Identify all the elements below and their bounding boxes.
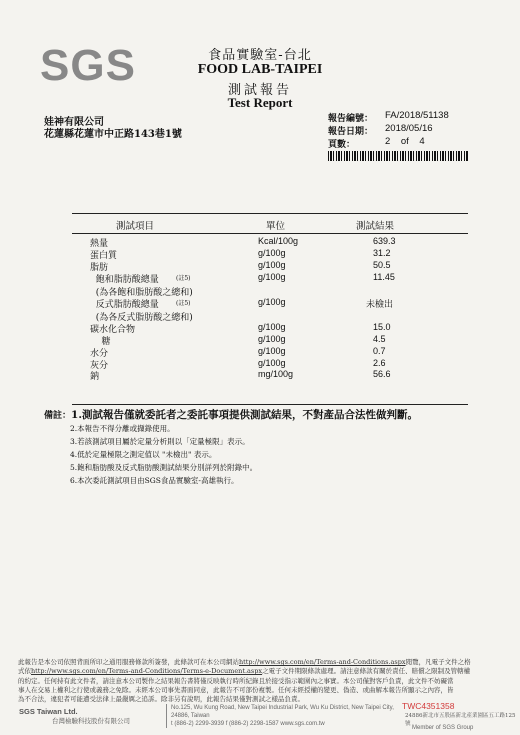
terms-text: 閱覽，凡電子文件之格 xyxy=(405,658,471,666)
report-title-zh: 測試報告 xyxy=(227,83,292,98)
table-row xyxy=(90,297,450,308)
row-item: (為各反式脂肪酸之總和) xyxy=(90,313,193,323)
report-title-en: Test Report xyxy=(227,95,293,110)
table-row xyxy=(90,369,450,380)
table-top-rule xyxy=(72,213,468,214)
note-item: 2.本報告不得分離或擷錄使用。 xyxy=(70,424,175,433)
page-number: 2 of 4 xyxy=(385,136,425,147)
row-unit: g/100g xyxy=(258,260,286,270)
row-result: 50.5 xyxy=(373,260,391,270)
col-header-result: 測試結果 xyxy=(356,221,395,232)
note-item: 4.低於定量極限之測定值以 "未檢出" 表示。 xyxy=(70,450,217,459)
terms-text: 事人在交易上權利之行使或義務之免除。未經本公司事先書面同意，此報告不可部份複製。任何未經授權的變更、偽造、或曲解本報告所顯示之內容，皆 xyxy=(18,685,454,694)
row-unit: g/100g xyxy=(258,272,286,282)
address-zh: 24886新北市五股區新北產業園區五工路125號 xyxy=(405,713,516,727)
terms-text: 式依 xyxy=(18,667,31,676)
row-unit: Kcal/100g xyxy=(258,236,299,246)
table-row xyxy=(90,310,450,321)
table-bottom-rule xyxy=(72,404,468,405)
terms-text: 為不合法，違犯者可能遭受法律上最嚴厲之追訴。除非另有說明，此報告結果僅對測試之樣品負責。 xyxy=(18,695,304,704)
notes-first-text: 1.測試報告僅就委託者之委託事項提供測試結果，不對產品合法性做判斷。 xyxy=(71,409,418,421)
terms-text: 之電子文件期限條款處理。請注意條款有關於責任、賠償之限制及管轄權 xyxy=(262,667,471,676)
row-item: 蛋白質 xyxy=(90,251,118,261)
col-header-item: 測試項目 xyxy=(116,221,155,232)
row-item: 碳水化合物 xyxy=(90,325,136,335)
client-name: 娃神有限公司 xyxy=(44,117,104,128)
row-item: 糖 xyxy=(90,337,111,347)
row-item: 水分 xyxy=(90,349,109,359)
row-item: 熱量 xyxy=(90,239,109,249)
col-header-unit: 單位 xyxy=(266,221,286,232)
table-row xyxy=(90,285,450,296)
note-item: 5.飽和脂肪酸及反式脂肪酸測試結果分別詳列於附錄中。 xyxy=(70,463,258,472)
row-item: 脂肪 xyxy=(90,263,109,273)
table-row xyxy=(90,346,450,357)
company-address xyxy=(166,704,406,728)
row-item: 飽和脂肪酸總量 xyxy=(90,275,159,285)
table-row xyxy=(90,334,450,345)
page-label: 頁數： xyxy=(328,140,356,150)
company-name-zh: 台灣檢驗科技股份有限公司 xyxy=(52,717,130,725)
terms-e-document-link[interactable]: http://www.sgs.com/en/Terms-and-Conditions/Terms-e-Document.aspx xyxy=(31,667,263,676)
table-row xyxy=(90,236,450,247)
row-unit: g/100g xyxy=(258,322,286,332)
row-footnote-ref: (註5) xyxy=(176,275,191,282)
company-name-en: SGS Taiwan Ltd. xyxy=(19,707,78,716)
table-row xyxy=(90,272,450,283)
row-result: 0.7 xyxy=(373,346,386,356)
row-result: 639.3 xyxy=(373,236,396,246)
table-row xyxy=(90,358,450,369)
row-unit: g/100g xyxy=(258,346,286,356)
row-result: 11.45 xyxy=(373,272,395,282)
group-membership: Member of SGS Group xyxy=(412,725,474,731)
row-unit: g/100g xyxy=(258,334,286,344)
row-unit: mg/100g xyxy=(258,369,294,379)
terms-link[interactable]: http://www.sgs.com/en/Terms-and-Conditions.aspx xyxy=(239,658,406,666)
note-item: 3.若該測試項目屬於定量分析則以「定量極限」表示。 xyxy=(70,437,250,446)
report-number-label: 報告編號： xyxy=(328,114,374,124)
terms-footer xyxy=(18,658,498,704)
row-result: 未檢出 xyxy=(366,300,394,310)
row-item: (為各飽和脂肪酸之總和) xyxy=(90,288,193,298)
report-date-label: 報告日期： xyxy=(328,127,374,137)
row-result: 2.6 xyxy=(373,358,386,368)
row-result: 4.5 xyxy=(373,334,386,344)
row-result: 31.2 xyxy=(373,248,391,258)
row-result: 15.0 xyxy=(373,322,391,332)
terms-text: 此報告是本公司依照背面所印之通用服務條款所簽發，此條款可在本公司網站 xyxy=(18,658,239,666)
note-item: 6.本次委託測試項目由SGS食品實驗室-高雄執行。 xyxy=(70,476,239,485)
notes-first xyxy=(44,407,418,422)
table-header-rule xyxy=(72,233,468,234)
row-result: 56.6 xyxy=(373,369,391,379)
row-unit: g/100g xyxy=(258,248,286,258)
address-en: No.125, Wu Kung Road, New Taipei Industrial Park, Wu Ku District, New Taipei City, 24886, Taiwan xyxy=(171,705,394,719)
row-item: 反式脂肪酸總量 xyxy=(90,300,159,310)
notes-label: 備註： xyxy=(44,411,72,421)
client-address: 花蓮縣花蓮市中正路143巷1號 xyxy=(44,129,182,140)
document-number: TWC4351358 xyxy=(402,701,455,711)
row-item: 灰分 xyxy=(90,361,109,371)
barcode xyxy=(328,151,468,161)
row-footnote-ref: (註5) xyxy=(176,300,191,307)
table-row xyxy=(90,322,450,333)
row-item: 鈉 xyxy=(90,372,100,382)
lab-name-en: FOOD LAB-TAIPEI xyxy=(197,62,323,77)
contact-line: t (886-2) 2299-3939 f (886-2) 2298-1587 www.sgs.com.tw xyxy=(171,721,325,727)
table-row xyxy=(90,248,450,259)
report-number: FA/2018/51138 xyxy=(385,110,449,121)
lab-name-zh: 食品實驗室-台北 xyxy=(208,48,312,63)
sgs-logo: SGS xyxy=(40,41,136,90)
table-row xyxy=(90,260,450,271)
report-date: 2018/05/16 xyxy=(385,123,433,134)
terms-text: 的約定。任何持有此文件者，請注意本公司製作之結果報告書將僅反映執行時所紀錄且於接受指示範圍內之事實。本公司僅對客戶負責，此文件不妨礙當 xyxy=(18,676,454,685)
row-unit: g/100g xyxy=(258,297,286,307)
row-unit: g/100g xyxy=(258,358,286,368)
